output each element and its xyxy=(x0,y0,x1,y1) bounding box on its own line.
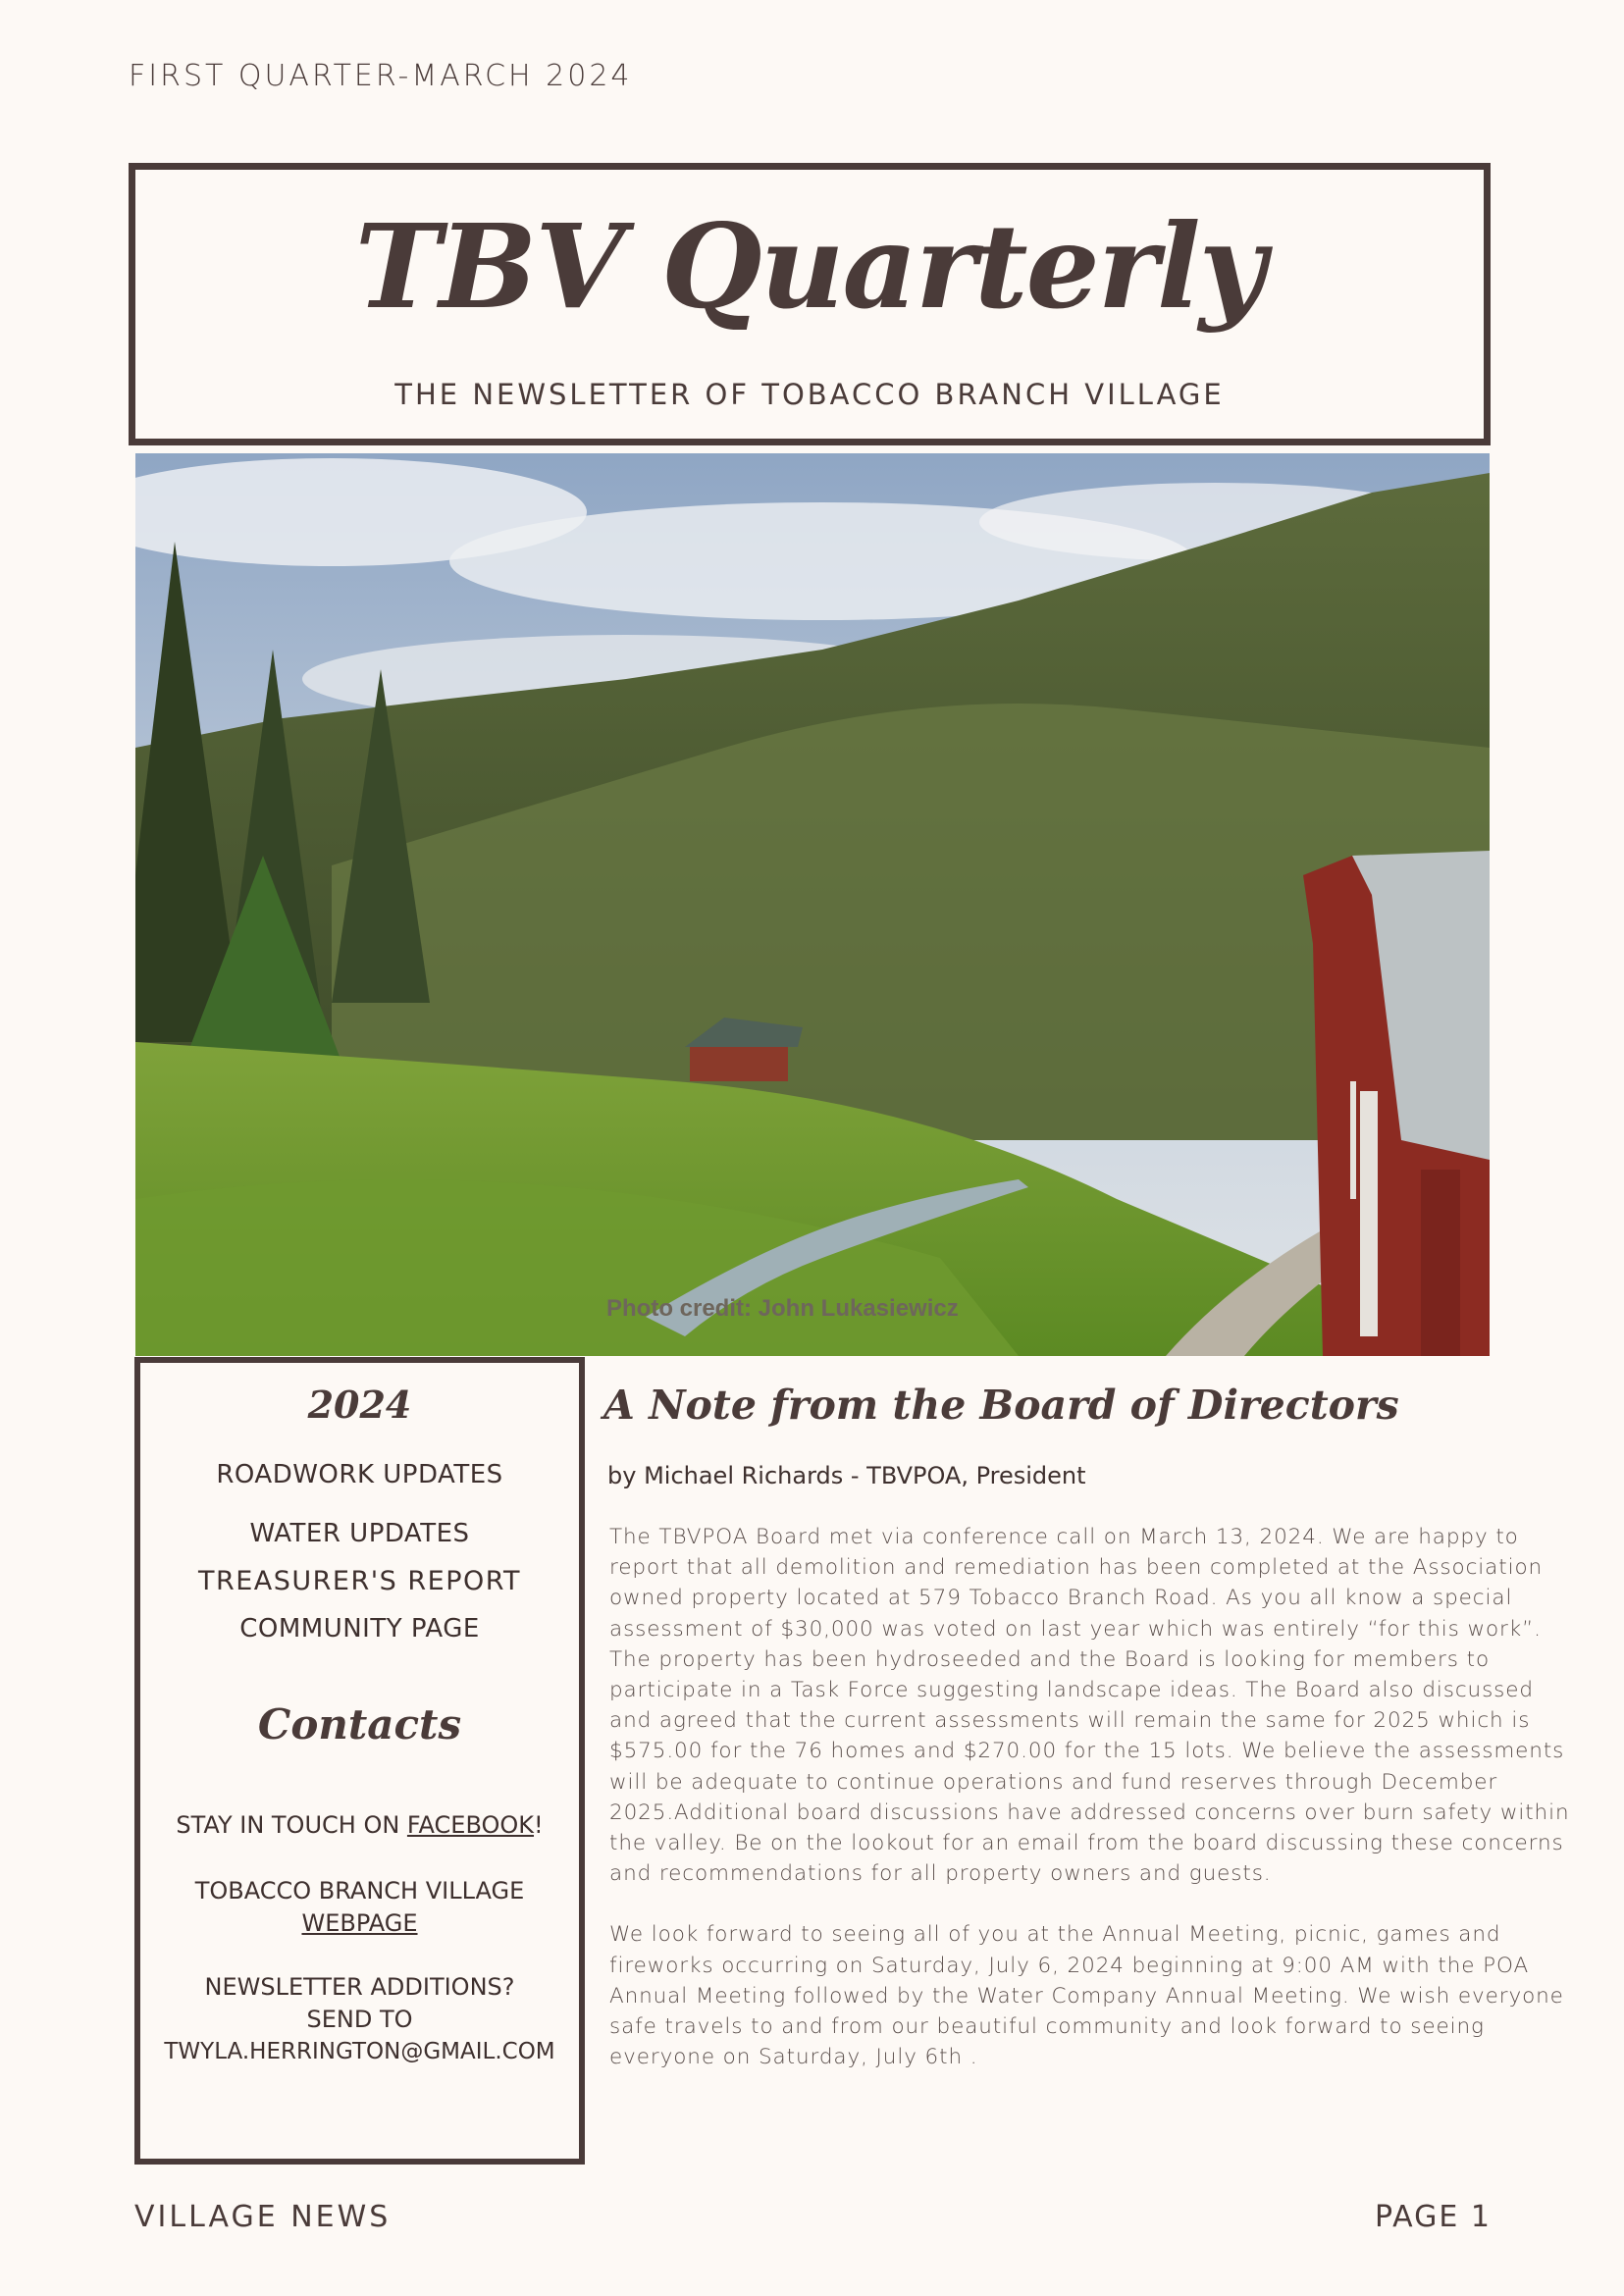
newsletter-subtitle: THE NEWSLETTER OF TOBACCO BRANCH VILLAGE xyxy=(394,378,1225,411)
toc-roadwork[interactable]: ROADWORK UPDATES xyxy=(216,1460,503,1489)
masthead xyxy=(129,163,1491,445)
toc-treasurer[interactable]: TREASURER'S REPORT xyxy=(197,1566,522,1596)
newsletter-title: TBV Quarterly xyxy=(354,198,1265,335)
article-byline: by Michael Richards - TBVPOA, President xyxy=(607,1462,1086,1489)
facebook-link[interactable]: FACEBOOK xyxy=(406,1811,535,1839)
village-line: TOBACCO BRANCH VILLAGE xyxy=(194,1877,525,1905)
quarter-label: FIRST QUARTER-MARCH 2024 xyxy=(129,59,633,93)
cover-photo xyxy=(135,453,1490,1356)
sidebar-toc xyxy=(134,1357,585,2165)
facebook-suffix: ! xyxy=(534,1811,544,1839)
toc-community[interactable]: COMMUNITY PAGE xyxy=(239,1614,480,1644)
contact-email[interactable]: TWYLA.HERRINGTON@GMAIL.COM xyxy=(164,2039,555,2064)
facebook-prefix: STAY IN TOUCH ON xyxy=(176,1811,407,1839)
footer-section: VILLAGE NEWS xyxy=(134,2200,392,2234)
webpage-link[interactable]: WEBPAGE xyxy=(301,1909,418,1937)
article-paragraph-1: The TBVPOA Board met via conference call on March 13, 2024. We are happy to report that all demolition and remediation has been completed at the Association owned property located at 579 Tobacco Branch Road. As you all know a special assessment of $30,000 was voted on last year which was entirely “for this work”. The property has been hydroseeded and the Board is looking for members to participate in a Task Force suggesting landscape ideas. The Board also discussed and agreed that the current assessments will remain the same for 2025 which is $575.00 for the 76 homes and $270.00 for the 15 lots. We believe the assessments will be adequate to continue operations and fund reserves through December 2025.Additional board discussions have addressed concerns over burn safety within the valley. Be on the lookout for an email from the board discussing these concerns and recommendations for all property owners and guests. xyxy=(609,1525,1570,1887)
newsletter-line-2: SEND TO xyxy=(306,2006,413,2033)
facebook-line xyxy=(140,1809,579,1842)
sidebar-year: 2024 xyxy=(307,1383,412,1427)
article-body xyxy=(609,1522,1576,2103)
photo-credit: Photo credit: John Lukasiewicz xyxy=(606,1295,959,1322)
contacts-heading: Contacts xyxy=(257,1700,462,1748)
article-title: A Note from the Board of Directors xyxy=(603,1382,1399,1429)
newsletter-line-1: NEWSLETTER ADDITIONS? xyxy=(204,1973,515,2001)
page-number: PAGE 1 xyxy=(1375,2200,1492,2234)
article-paragraph-2: We look forward to seeing all of you at the Annual Meeting, picnic, games and fireworks occurring on Saturday, July 6, 2024 beginning at 9:00 AM with the POA Annual Meeting followed by the Water Company Annual Meeting. We wish everyone safe travels to and from our beautiful community and look forward to seeing everyone on Saturday, July 6th . xyxy=(609,1922,1564,2070)
toc-water[interactable]: WATER UPDATES xyxy=(249,1519,470,1548)
